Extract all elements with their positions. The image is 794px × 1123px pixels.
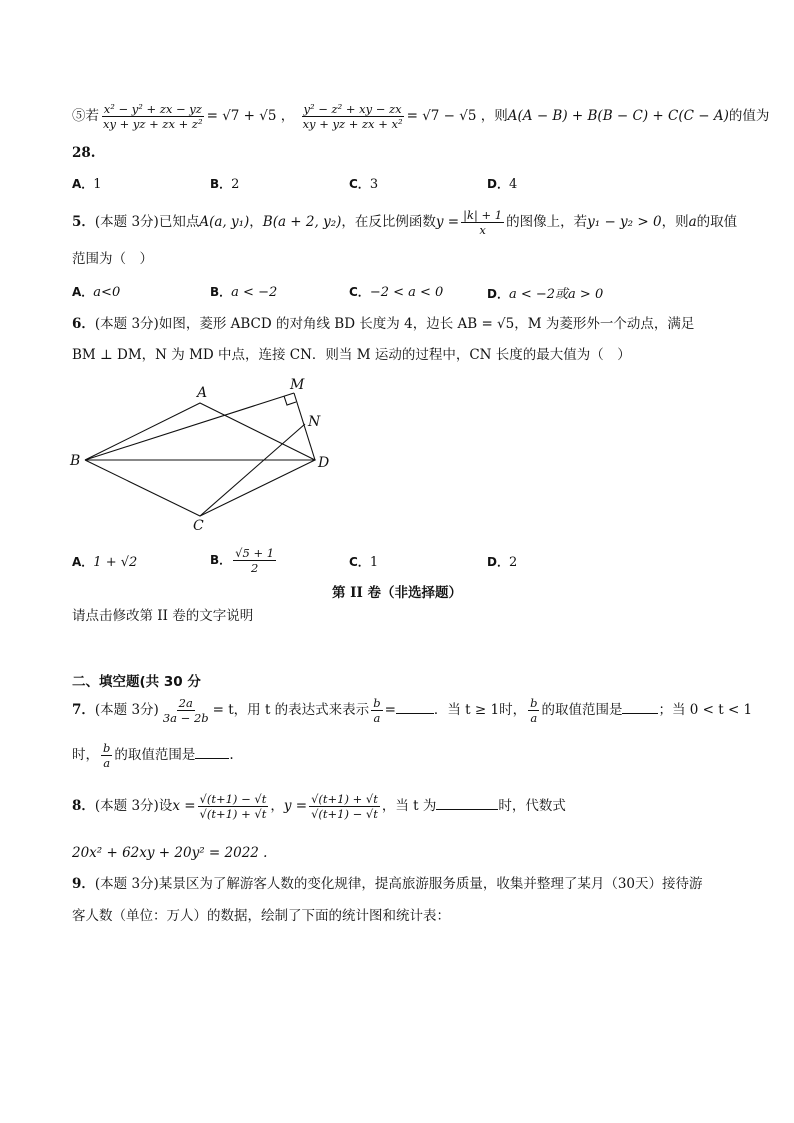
q8-blank[interactable] (436, 795, 498, 810)
q5-option-c: C．−2 < a < 0 (349, 285, 444, 300)
q7-number: 7． (72, 702, 95, 718)
label-c: C (193, 518, 204, 534)
q4-frac1-denominator: xy + yz + zx + z² (103, 117, 203, 131)
q5-func-lhs: y = (435, 214, 460, 230)
q8-number: 8． (72, 798, 95, 814)
q4-expression: A(A − B) + B(B − C) + C(C − A) (507, 108, 729, 124)
q8-text-3: 时，代数式 (498, 798, 566, 814)
q4-option-b: B．2 (210, 177, 240, 192)
q4-item5-line (72, 98, 769, 134)
q6-optb-denominator: 2 (250, 561, 259, 575)
q6-line1 (72, 314, 694, 334)
q7-text-4: 的取值范围是 (541, 702, 623, 718)
q7-denominator: 3a − 2b (162, 711, 209, 725)
q5-number: 5． (72, 214, 95, 230)
part2-heading: 二、填空题(共 30 分 (72, 674, 201, 690)
circled-number: ⑤ (72, 108, 86, 124)
q9-line2: 客人数（单位：万人）的数据，绘制了下面的统计图和统计表： (72, 908, 450, 924)
q5-line2: 范围为（ ） (72, 251, 153, 267)
q4-option-a: A．1 (72, 177, 102, 192)
q5-line1 (72, 204, 737, 240)
q4-frac1-numerator: x² − y² + zx − yz (103, 102, 202, 116)
q5-func-numerator: |k| + 1 (463, 208, 503, 222)
q6-option-a: A．1 + √2 (72, 555, 138, 570)
q7-blank-1[interactable] (396, 699, 434, 714)
q7-text-6: 时， (72, 747, 99, 763)
q6-option-b: B． $\frac{√5 + 1}{2}$ (210, 546, 275, 575)
q5-point-a: A(a, y₁) (199, 214, 250, 230)
q6-option-d: D．2 (487, 555, 518, 570)
q4-eq1-rhs: = √7 + √5 ， (206, 108, 295, 124)
label-a: A (197, 385, 208, 401)
label-m: M (290, 377, 305, 393)
q8-sep: ， (270, 798, 284, 814)
q6-text-1: 如图，菱形 ABCD 的对角线 BD 长度为 4，边长 AB = √5，M 为菱形外一个动点，满足 (158, 316, 695, 332)
q7-text-1: = t，用 t 的表达式来表示 (212, 702, 370, 718)
q5-func-denominator: x (479, 223, 486, 237)
q5-sep: ， (249, 214, 263, 230)
q8-x-fraction: $\frac{√(t+1) - √t}{√(t+1) + √t}$ (199, 792, 267, 821)
label-d: D (318, 455, 330, 471)
q5-option-a: A．a<0 (72, 285, 121, 300)
q9-text-1: 某景区为了解游客人数的变化规律，提高旅游服务质量，收集并整理了某月（30天）接待游 (158, 876, 703, 892)
q5-var: a (688, 214, 697, 230)
label-b: B (70, 453, 81, 469)
q4-frac2-numerator: y² − z² + xy − zx (303, 102, 402, 116)
q4-frac2-denominator: xy + yz + zx + x² (302, 117, 403, 131)
q7-line1 (72, 692, 752, 728)
q7-text-5: ；当 0 < t < 1 (658, 702, 753, 718)
q7-end: . (229, 747, 234, 763)
q4-eq2-rhs: = √7 − √5 ，则 (406, 108, 508, 124)
label-n: N (308, 414, 321, 430)
q5-text-3: 的图像上，若 (506, 214, 588, 230)
q7-score: (本题 3分) (94, 702, 159, 718)
q6-option-c: C．1 (349, 555, 379, 570)
q5-func-fraction (461, 208, 504, 237)
segment-bm (85, 393, 294, 460)
q5-text-4: ，则 (661, 214, 689, 230)
q8-text-1: 设 (158, 798, 173, 814)
q7-fraction (161, 696, 211, 725)
q7-text-7: 的取值范围是 (114, 747, 196, 763)
q9-line1 (72, 874, 703, 894)
section2-note: 请点击修改第 II 卷的文字说明 (72, 608, 254, 624)
q7-ba-fraction-3: $\frac{b}{a}$ (103, 741, 111, 770)
q6-number: 6． (72, 316, 95, 332)
q9-number: 9． (72, 876, 95, 892)
q7-text-3: ．当 t ≥ 1时， (433, 702, 527, 718)
right-angle-mark (284, 396, 296, 405)
section2-title: 第 II 卷（非选择题） (331, 585, 463, 601)
q7-line2 (72, 737, 234, 773)
q4-option-d: D．4 (487, 177, 518, 192)
q5-option-d: D．a < −2或a > 0 (487, 287, 604, 302)
q6-line2: BM ⊥ DM，N 为 MD 中点，连接 CN．则当 M 运动的过程中，CN 长度的最大值为（ ） (72, 347, 631, 363)
q7-ba-fraction-2: $\frac{b}{a}$ (530, 696, 538, 725)
q7-text-2: = (384, 702, 396, 718)
q8-y-lhs: y = (283, 798, 308, 814)
q4-continuation: 28. (72, 145, 96, 161)
q5-text-1: 已知点 (158, 214, 200, 230)
q5-point-b: B(a + 2, y₂) (262, 214, 342, 230)
q8-y-fraction: $\frac{√(t+1) + √t}{√(t+1) - √t}$ (311, 792, 378, 821)
q4-lead: 若 (85, 108, 99, 124)
q8-score: (本题 3分) (94, 798, 159, 814)
q8-line2: 20x² + 62xy + 20y² = 2022 . (72, 845, 268, 861)
q9-score: (本题 3分) (94, 876, 159, 892)
rhombus-figure (60, 370, 350, 540)
q7-ba-fraction-1: $\frac{b}{a}$ (373, 696, 381, 725)
q7-numerator: 2a (178, 696, 193, 710)
q5-text-5: 的取值 (696, 214, 738, 230)
q7-blank-3[interactable] (195, 744, 229, 759)
q4-fraction-2 (301, 102, 405, 131)
q5-score: (本题 3分) (94, 214, 159, 230)
q6-score: (本题 3分) (94, 316, 159, 332)
q5-condition: y₁ − y₂ > 0 (587, 214, 662, 230)
q7-blank-2[interactable] (622, 699, 658, 714)
q4-option-c: C．3 (349, 177, 379, 192)
q4-fraction-1 (101, 102, 205, 131)
q8-line1 (72, 786, 566, 826)
q8-text-2: ，当 t 为 (381, 798, 437, 814)
segment-cn (200, 424, 305, 516)
q5-text-2: ，在反比例函数 (341, 214, 436, 230)
q5-option-b: B．a < −2 (210, 285, 278, 300)
q4-tail: 的值为 (728, 108, 770, 124)
q6-optb-numerator: √5 + 1 (235, 546, 275, 560)
q8-x-lhs: x = (172, 798, 196, 814)
